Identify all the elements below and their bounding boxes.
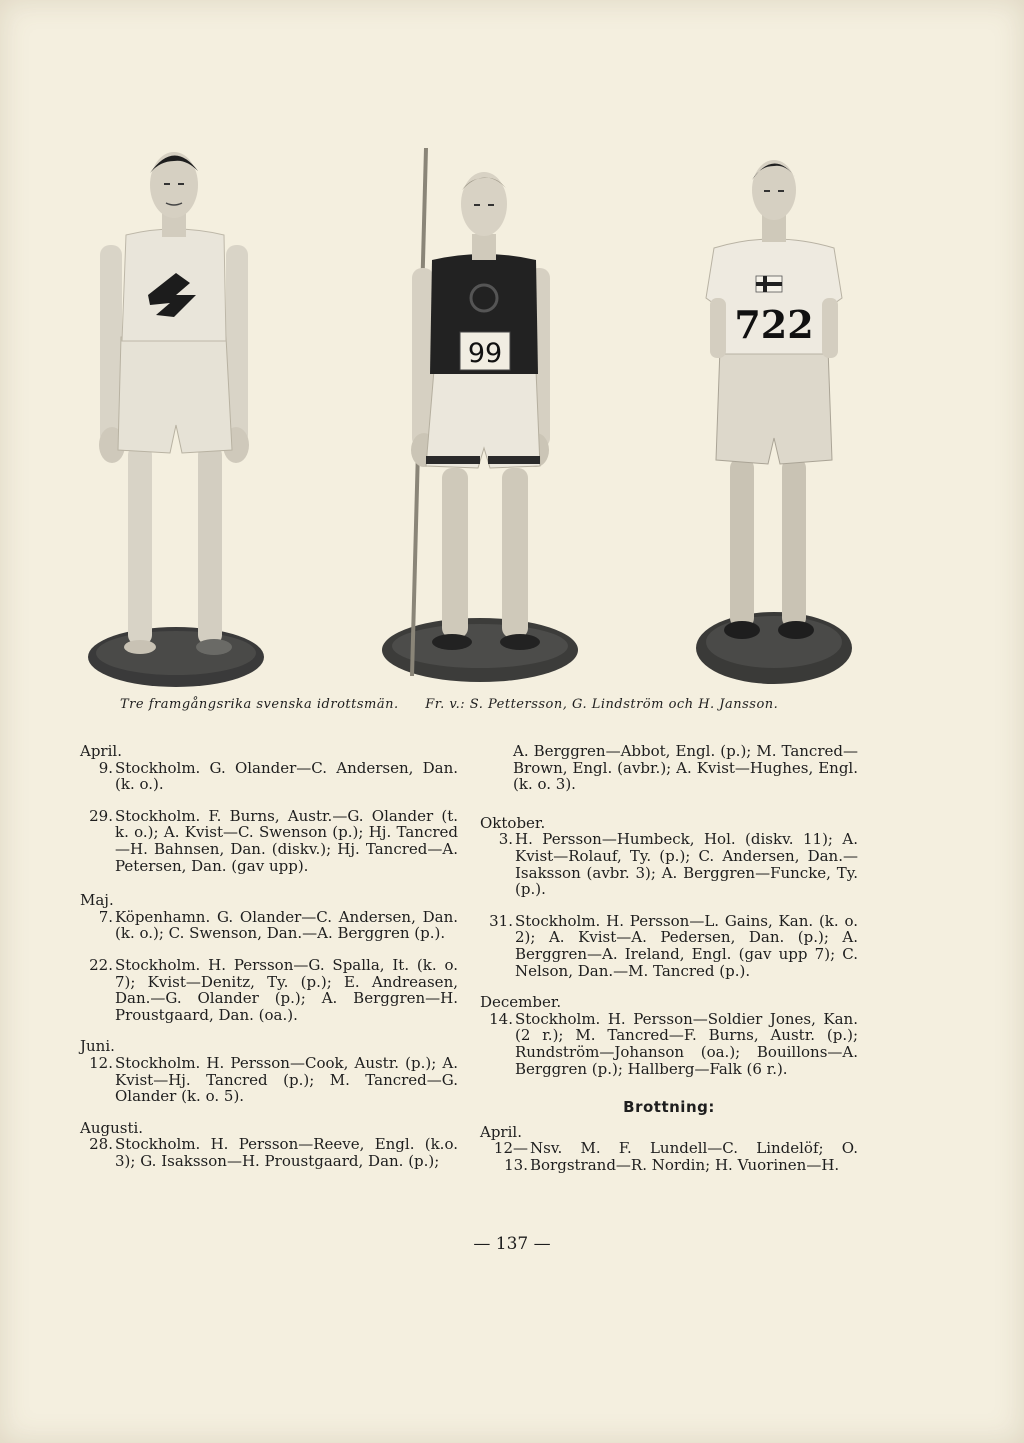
month-heading: Oktober. [480,813,546,832]
entry-day: 29. [89,806,113,825]
page-number: — 137 — [473,1234,551,1254]
right-column [480,743,858,1188]
left-column [80,743,458,1184]
list-item [80,760,458,793]
athlete-photo-left [86,145,266,690]
entry-day: 28. [89,1135,113,1154]
list-item [80,1055,458,1105]
month-heading: April. [480,1122,522,1141]
entry-day: 9. [98,758,113,777]
entry-text: Stockholm. G. Olander—C. Andersen, Dan. (k. o.). [115,758,458,794]
athlete-photo-middle [380,148,580,683]
bib-number-99: 99 [467,338,503,369]
entry-text: Stockholm. H. Persson—Cook, Austr. (p.); A. Kvist—Hj. Tancred (p.); M. Tancred—G. Olander (k. o. 5). [115,1053,458,1106]
athlete-photo-right [694,148,854,688]
entry-text: Köpenhamn. G. Olander—C. Andersen, Dan. (k. o.); C. Swenson, Dan.—A. Berggren (p.). [115,907,458,943]
bib-number-722: 722 [734,302,814,347]
entry-text: Stockholm. H. Persson—Soldier Jones, Kan. (2 r.); M. Tancred—F. Burns, Austr. (p.); Rundström—Johanson (oa.); Bouillons—A. Berggren (p.); Hallberg—Falk (6 r.). [515,1009,858,1078]
list-item [480,1011,858,1077]
list-item [80,808,458,874]
entry-text: Stockholm. H. Persson—Reeve, Engl. (k.o. 3); G. Isaksson—H. Proustgaard, Dan. (p.); [115,1135,458,1170]
caption-credits: S. Pettersson, G. Lindström och H. Jansson. [469,697,779,712]
section-heading-brottning: Brottning: [623,1098,715,1117]
caption-credits-prefix: Fr. v.: [425,697,466,712]
entry-day: 14. [489,1009,513,1028]
entry-day: 12. [89,1053,113,1072]
list-item [80,909,458,942]
photo-caption [120,697,820,712]
entry-text: Stockholm. H. Persson—G. Spalla, It. (k. o. 7); Kvist—Denitz, Ty. (p.); E. Andreasen, Dan.—G. Olander (p.); A. Berggren—H. Proustgaard, Dan. (oa.). [115,955,458,1024]
entry-day: 22. [89,955,113,974]
entry-day: 31. [489,911,513,930]
entry-text: Stockholm. F. Burns, Austr.—G. Olander (t. k. o.); A. Kvist—C. Swenson (p.); Hj. Tancred—H. Bahnsen, Dan. (diskv.); Hj. Tancred—A. Petersen, Dan. (gav upp). [115,806,458,875]
entry-text: Nsv. M. F. Lundell—C. Lindelöf; O. Borgstrand—R. Nordin; H. Vuorinen—H. [530,1139,858,1174]
list-item [480,831,858,897]
entry-text: H. Persson—Humbeck, Hol. (diskv. 11); A. Kvist—Rolauf, Ty. (p.); C. Andersen, Dan.—Isaksson (avbr. 3); A. Berggren—Funcke, Ty. (p.). [515,830,858,899]
entry-text: Stockholm. H. Persson—L. Gains, Kan. (k. o. 2); A. Kvist—A. Pedersen, Dan. (p.); A. Berggren—A. Ireland, Engl. (gav upp 7); C. Nelson, Dan.—M. Tancred (p.). [515,911,858,980]
month-heading: Juni. [80,1037,115,1056]
list-item [480,1140,858,1173]
month-heading: Maj. [80,891,114,910]
month-heading: December. [480,993,562,1012]
list-item [80,957,458,1023]
continued-entry-text: A. Berggren—Abbot, Engl. (p.); M. Tancred—Brown, Engl. (avbr.); A. Kvist—Hughes, Engl. (k. o. 3). [513,742,858,794]
entry-day: 3. [498,830,513,849]
month-heading: Augusti. [80,1118,144,1137]
entry-day: 7. [98,907,113,926]
month-heading: April. [80,742,122,760]
list-item [480,913,858,979]
caption-title: Tre framgångsrika svenska idrottsmän. [120,697,399,712]
entry-day: 12—13. [493,1139,528,1174]
list-item [80,1136,458,1169]
